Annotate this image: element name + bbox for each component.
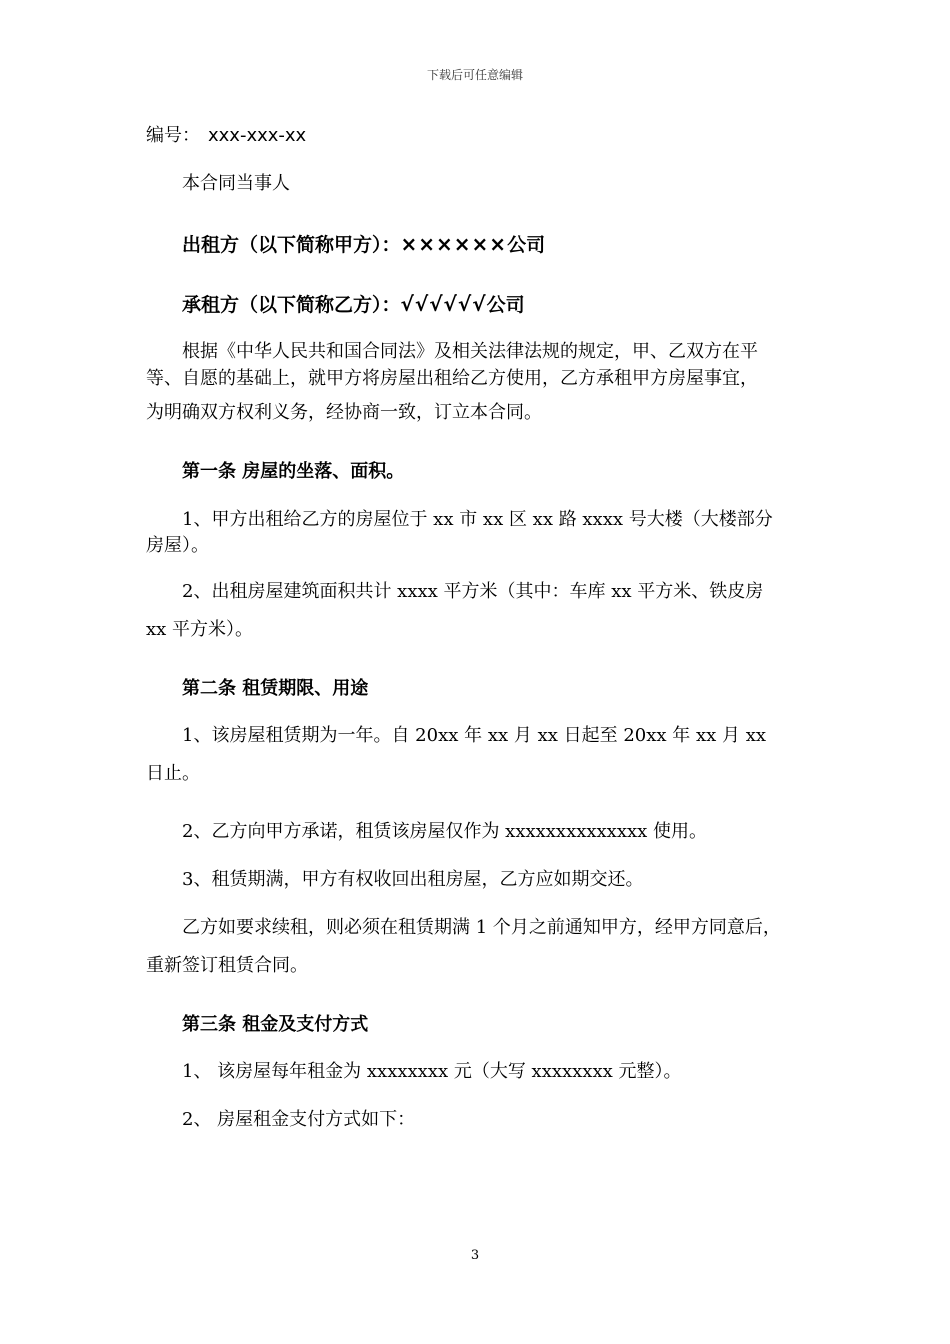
article-3-title: 第三条 租金及支付方式	[182, 1014, 369, 1035]
article-2-clause-1-line-2: 日止。	[146, 763, 200, 784]
article-2-clause-3: 3、租赁期满，甲方有权收回出租房屋，乙方应如期交还。	[182, 869, 644, 890]
parties-intro: 本合同当事人	[182, 173, 290, 194]
preamble-line-2: 等、自愿的基础上，就甲方将房屋出租给乙方使用，乙方承租甲方房屋事宜，	[146, 368, 758, 389]
article-3-clause-1: 1、 该房屋每年租金为 xxxxxxxx 元（大写 xxxxxxxx 元整）。	[182, 1061, 682, 1082]
lessor-name-marks: ××××××	[400, 232, 508, 256]
article-1-clause-2-line-1: 2、出租房屋建筑面积共计 xxxx 平方米（其中：车库 xx 平方米、铁皮房	[182, 581, 764, 602]
lessee-label: 承租方（以下简称乙方）：	[182, 294, 401, 316]
lessor-line	[182, 229, 810, 260]
preamble-line-1: 根据《中华人民共和国合同法》及相关法律法规的规定，甲、乙双方在平	[182, 341, 758, 362]
article-2-renewal-line-1: 乙方如要求续租，则必须在租赁期满 1 个月之前通知甲方，经甲方同意后，	[182, 917, 781, 938]
preamble-line-3: 为明确双方权利义务，经协商一致，订立本合同。	[146, 402, 542, 423]
article-2-clause-2: 2、乙方向甲方承诺，租赁该房屋仅作为 xxxxxxxxxxxxxx 使用。	[182, 821, 708, 842]
article-1-title: 第一条 房屋的坐落、面积。	[182, 461, 405, 482]
page-header-note: 下载后可任意编辑	[426, 68, 523, 82]
article-2-title: 第二条 租赁期限、用途	[182, 678, 369, 699]
article-2-renewal-line-2: 重新签订租赁合同。	[146, 955, 308, 976]
article-1-clause-2-line-2: xx 平方米）。	[146, 619, 254, 640]
lessee-line	[182, 289, 810, 320]
article-2-clause-1-line-1: 1、该房屋租赁期为一年。自 20xx 年 xx 月 xx 日起至 20xx 年 xx 月 xx	[182, 725, 767, 746]
article-1-clause-1-line-1: 1、甲方出租给乙方的房屋位于 xx 市 xx 区 xx 路 xxxx 号大楼（大楼部分	[182, 509, 773, 530]
article-1-clause-1-line-2: 房屋）。	[146, 535, 209, 556]
lessor-label: 出租方（以下简称甲方）：	[182, 234, 401, 256]
lessee-name-marks: √√√√√√	[400, 292, 487, 316]
contract-number-line	[146, 121, 810, 151]
lessee-suffix: 公司	[486, 294, 525, 316]
article-3-clause-2: 2、 房屋租金支付方式如下：	[182, 1109, 416, 1130]
contract-number-label: 编号：	[146, 125, 200, 146]
lessor-suffix: 公司	[507, 234, 546, 256]
contract-number-value: xxx-xxx-xx	[208, 125, 307, 146]
page-number: 3	[470, 1248, 480, 1263]
